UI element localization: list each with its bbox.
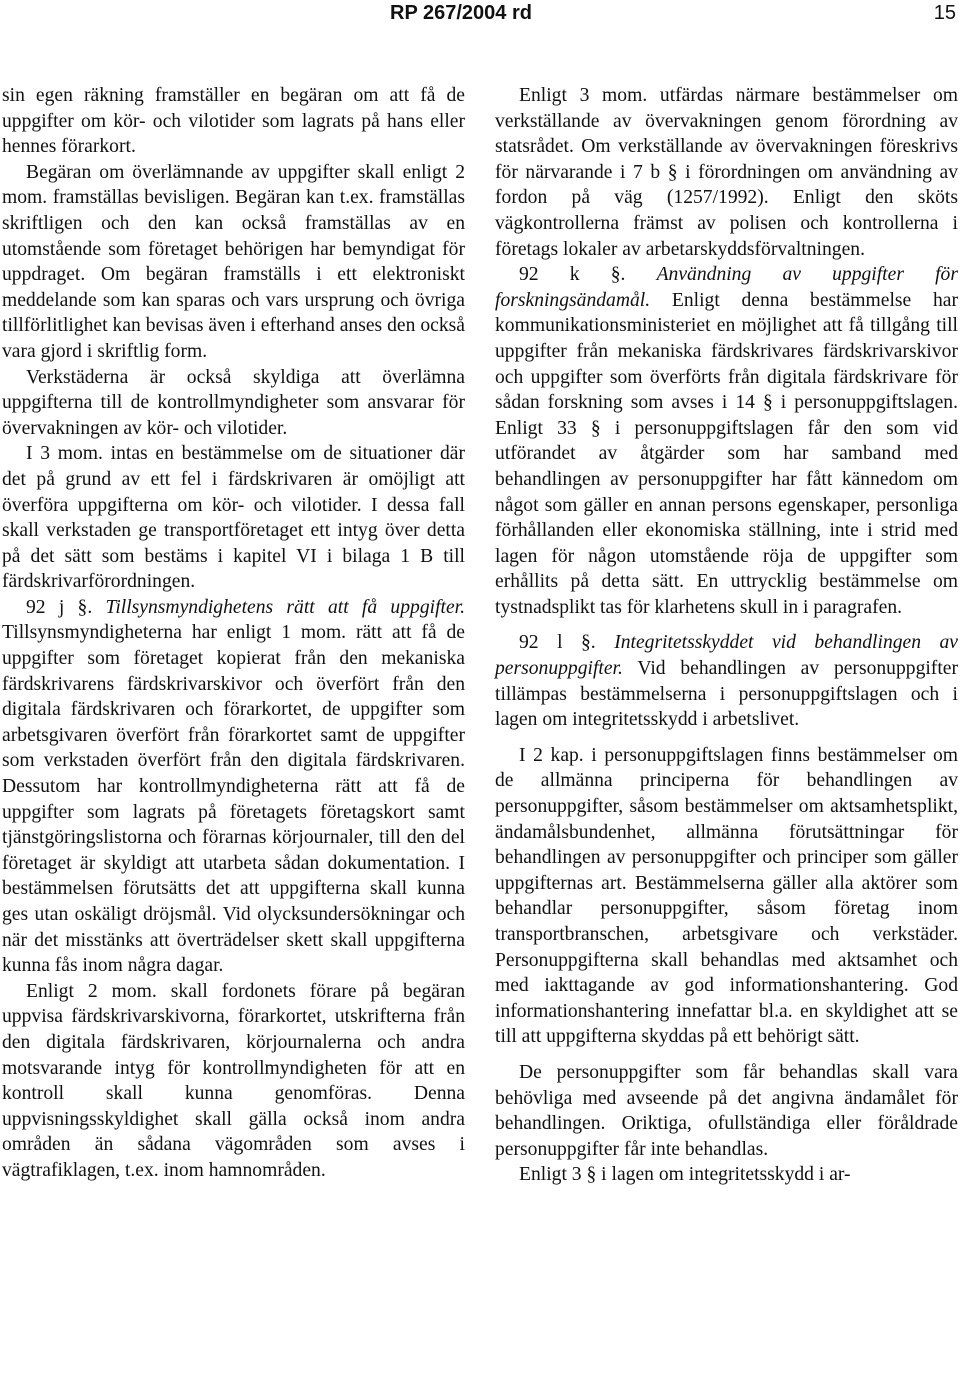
paragraph: Enligt 3 mom. utfärdas närmare bestämmelser om verkställande av övervakningen genom förordning av statsrådet. Om verkställande av övervakningen föreskrivs för närvarande i 7 b § i förordningen om användning av fordon på väg (1257/1992). Enligt den sköts vägkontrollerna främst av polisen och kontrollerna i företags lokaler av arbetarskyddsförvaltningen.: [495, 85, 958, 260]
paragraph: Verkstäderna är också skyldiga att överlämna uppgifterna till de kontrollmyndigheter som ansvarar för övervakningen av kör- och vilotider.: [2, 366, 465, 439]
section-number: 92 l §.: [519, 632, 596, 654]
paragraph: De personuppgifter som får behandlas skall vara behövliga med avseende på det angivna ändamålet för behandlingen. Oriktiga, ofullständiga eller föråldrade personuppgifter får inte behandlas.: [495, 1061, 958, 1160]
section-heading: Användning av uppgifter för forskningsändamål.: [495, 264, 958, 311]
section-92l-paragraph: [495, 630, 958, 732]
section-body: Enligt denna bestämmelse har kommunikationsministeriet en möjlighet att få tillgång till uppgifter från mekaniska färdskrivares färdskrivarskivor och uppgifter som överförts från digitala färdskrivare för sådan forskning som avses i 14 § i personuppgiftslagen. Enligt 33 § i personuppgiftslagen får den som vid utförandet av åtgärder som har samband med behandlingen av personuppgifter har fått kännedom om något som gäller en annan persons egenskaper, personliga förhållanden eller ekonomiska ställning, inte i strid med lagen för någon utomstående röja de uppgifter som erhållits på detta sätt. En uttrycklig bestämmelse om tystnadsplikt tas för klarhetens skull in i paragrafen.: [495, 289, 958, 618]
section-body: Vid behandlingen av personuppgifter tillämpas bestämmelserna i personuppgiftslagen och i lagen om integritetsskydd i arbetslivet.: [495, 658, 958, 731]
section-heading: Integritetsskyddet vid behandlingen av personuppgifter.: [495, 632, 959, 680]
right-column: [495, 83, 958, 1188]
paragraph: sin egen räkning framställer en begäran om att få de uppgifter om kör- och vilotider som lagrats på hans eller hennes förarkort.: [2, 85, 465, 158]
section-number: 92 j §.: [26, 596, 93, 618]
section-number: 92 k §.: [519, 264, 626, 286]
left-column: [2, 83, 465, 1184]
page-header: [0, 0, 960, 26]
paragraph: Enligt 3 § i lagen om integritetsskydd i ar-: [519, 1164, 851, 1186]
paragraph: Begäran om överlämnande av uppgifter skall enligt 2 mom. framställas bevisligen. Begäran kan t.ex. framställas skriftligen och den kan också framställas av en utomstående som företaget behörigen har bemyndigat för uppdraget. Om begäran framställs i ett elektroniskt meddelande som kan sparas och vars ursprung och övriga tillförlitlighet kan bevisas även i efterhand anses den också vara gjord i skriftlig form.: [2, 161, 465, 362]
section-92k-paragraph: [495, 262, 958, 620]
page-number: 15: [933, 2, 956, 24]
document-id: RP 267/2004 rd: [390, 2, 532, 24]
paragraph: Enligt 2 mom. skall fordonets förare på begäran uppvisa färdskrivarskivorna, förarkortet, utskrifterna från den digitala färdskrivaren, körjournalerna och andra motsvarande intyg för kontrollmyndigheten för att en kontroll skall kunna genomföras. Denna uppvisningsskyldighet skall gälla också inom andra områden än sådana vägområden som avses i vägtrafiklagen, t.ex. inom hamnområden.: [2, 980, 465, 1181]
paragraph: I 3 mom. intas en bestämmelse om de situationer där det på grund av ett fel i färdskrivaren är omöjligt att överföra uppgifterna om kör- och vilotider. I dessa fall skall verkstaden ge transportföretaget ett intyg över detta på det sätt som bestäms i kapitel VI i bilaga 1 B till färdskrivarförordningen.: [2, 443, 465, 593]
section-heading: Tillsynsmyndighetens rätt att få uppgifter.: [105, 596, 466, 618]
section-92j-paragraph: [2, 595, 465, 979]
paragraph: I 2 kap. i personuppgiftslagen finns bestämmelser om de allmänna principerna för behandlingen av personuppgifter, såsom bestämmelser om aktsamhetsplikt, ändamålsbundenhet, allmänna förutsättningar för behandlingen av personuppgifter och principer som gäller uppgifternas art. Bestämmelserna gäller alla aktörer som behandlar personuppgifter, såsom företag inom transportbranschen, arbetsgivare och verkstäder. Personuppgifterna skall behandlas med aktsamhet och med iakttagande av god informationshantering. God informationshantering innefattar bl.a. en skyldighet att se till att uppgifterna skyddas på ett behörigt sätt.: [495, 744, 958, 1048]
section-body: Tillsynsmyndigheterna har enligt 1 mom. rätt att få de uppgifter som företaget kopierat från den mekaniska färdskrivarens färdskrivarskivor och överfört från den digitala färdskrivaren och förarkortet, de uppgifter som arbetsgivaren överfört från förarkortet samt de uppgifter som verkstaden överfört från den digitala färdskrivaren. Dessutom har kontrollmyndigheterna rätt att få de uppgifter som lagrats på företagets företagskort samt tjänstgöringslistorna och förarnas körjournaler, till den del företaget är skyldigt att utarbeta sådan dokumentation. I bestämmelsen förutsätts det att uppgifterna skall kunna ges utan oskäligt dröjsmål. Vid olycksundersökningar och när det misstänks att överträdelser skett skall uppgifterna kunna fås inom några dagar.: [2, 622, 465, 977]
